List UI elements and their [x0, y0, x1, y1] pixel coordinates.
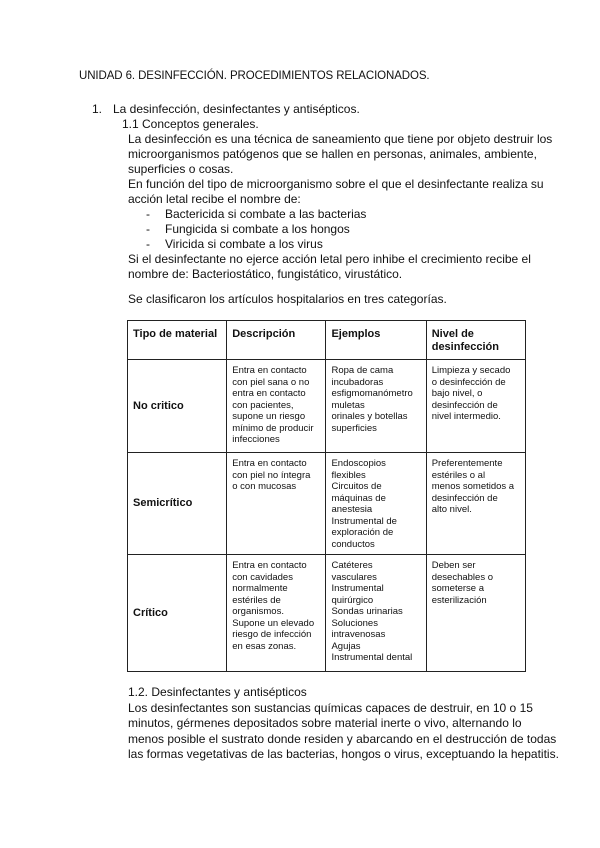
cell-line: Sondas urinarias: [331, 606, 403, 617]
cell-line: en esas zonas.: [232, 640, 297, 652]
cell-line: orinales y botellas: [331, 411, 408, 422]
cell-description: [227, 555, 326, 672]
cell-line: esfigmomanómetro: [331, 388, 413, 399]
table-header-row: [128, 321, 526, 360]
cell-line: menos sometidos a: [431, 481, 515, 492]
cell-line: conductos: [331, 538, 375, 550]
cell-line: esterilización: [431, 594, 487, 606]
cell-level: [426, 555, 525, 672]
cell-line: exploración de: [331, 527, 394, 538]
cell-description: [227, 453, 326, 555]
cell-line: o con mucosas: [232, 481, 297, 492]
cell-line: estériles de: [232, 594, 281, 606]
text-line: Si el desinfectante no ejerce acción letal pero inhibe el crecimiento recibe el: [128, 252, 531, 266]
cell-examples: [326, 555, 426, 672]
cell-line: Entra en contacto: [232, 458, 307, 469]
bullet-dash: -: [146, 237, 150, 251]
cell-line: infecciones: [232, 434, 280, 445]
section-heading: La desinfección, desinfectantes y antisépticos.: [113, 102, 360, 116]
cell-line: desinfección de: [431, 492, 498, 504]
cell-type: Crítico: [128, 555, 227, 672]
text-line: acción letal recibe el nombre de:: [128, 192, 301, 206]
cell-line: Entra en contacto: [232, 560, 307, 571]
cell-line: con cavidades: [232, 571, 293, 583]
cell-line: intravenosas: [331, 629, 386, 640]
bullet-dash: -: [146, 222, 150, 236]
cell-line: desinfección de: [431, 399, 498, 411]
cell-line: vasculares: [331, 571, 377, 583]
cell-line: Ropa de cama: [331, 365, 394, 376]
cell-line: desechables o: [431, 571, 493, 583]
text-line: En función del tipo de microorganismo sobre el que el desinfectante realiza su: [128, 177, 544, 191]
cell-line: máquinas de: [331, 492, 386, 504]
cell-line: Catéteres: [331, 560, 373, 571]
classification-table: [127, 320, 526, 672]
cell-line: entra en contacto: [232, 388, 306, 399]
cell-line: incubadoras: [331, 376, 384, 388]
cell-level: [426, 360, 525, 453]
cell-line: Supone un elevado: [232, 617, 315, 629]
bullet-dash: -: [146, 207, 150, 221]
header-text: Nivel de: [431, 328, 474, 340]
text-line: superficies o cosas.: [128, 162, 234, 176]
text-line: las formas vegetativas de las bacterias, hongos o virus, exceptuando la hepatitis.: [128, 747, 559, 761]
header-level: [426, 321, 525, 360]
table-row: [128, 555, 526, 672]
table-row: [128, 453, 526, 555]
text-line: Los desinfectantes son sustancias químicas capaces de destruir, en 10 o 15: [128, 700, 533, 715]
header-description: [227, 321, 326, 360]
cell-line: Endoscopios: [331, 458, 386, 469]
paragraph-definition: [128, 132, 552, 207]
cell-line: con pacientes,: [232, 399, 294, 411]
cell-examples: [326, 453, 426, 555]
cell-line: Deben ser: [431, 560, 476, 571]
subsection-heading-1-2: 1.2. Desinfectantes y antisépticos: [128, 685, 307, 699]
cell-examples: [326, 360, 426, 453]
cell-description: [227, 360, 326, 453]
header-text: Tipo de material: [133, 328, 218, 340]
cell-line: Circuitos de: [331, 481, 382, 492]
cell-line: alto nivel.: [431, 504, 472, 515]
cell-line: quirúrgico: [331, 594, 374, 606]
bullet-item: Fungicida si combate a los hongos: [165, 222, 350, 236]
text-line: nombre de: Bacteriostático, fungistático, virustático.: [128, 267, 403, 281]
cell-line: con piel no íntegra: [232, 469, 311, 481]
cell-line: riesgo de infección: [232, 629, 312, 640]
text-line: La desinfección es una técnica de saneamiento que tiene por objeto destruir los: [128, 132, 553, 146]
bullet-item: Bactericida si combate a las bacterias: [165, 207, 367, 221]
header-text: Descripción: [232, 328, 296, 340]
cell-line: Instrumental de: [331, 515, 397, 527]
cell-line: Agujas: [331, 640, 361, 652]
cell-line: con piel sana o no: [232, 376, 310, 388]
cell-line: organismos.: [232, 606, 284, 617]
header-text: Ejemplos: [331, 328, 381, 340]
cell-line: bajo nivel, o: [431, 388, 483, 399]
table-row: [128, 360, 526, 453]
cell-line: Entra en contacto: [232, 365, 307, 376]
cell-line: Instrumental: [331, 583, 384, 594]
document-title: UNIDAD 6. DESINFECCIÓN. PROCEDIMIENTOS RELACIONADOS.: [79, 70, 430, 82]
cell-line: estériles o al: [431, 469, 486, 481]
cell-line: normalmente: [232, 583, 288, 594]
cell-line: Instrumental dental: [331, 652, 413, 663]
header-examples: [326, 321, 426, 360]
cell-line: mínimo de producir: [232, 422, 314, 434]
cell-line: flexibles: [331, 469, 366, 481]
subsection-heading-1-1: 1.1 Conceptos generales.: [122, 117, 259, 131]
cell-line: supone un riesgo: [232, 411, 306, 422]
cell-type: No critico: [128, 360, 227, 453]
paragraph-static: [128, 252, 531, 282]
text-line: menos posible el sustrato donde residen y abarcando en el destrucción de todas: [128, 731, 557, 746]
section-number: 1.: [92, 102, 103, 116]
bullet-item: Viricida si combate a los virus: [165, 237, 323, 251]
header-type: [128, 321, 227, 360]
text-line: microorganismos patógenos que se hallen en personas, animales, ambiente,: [128, 147, 537, 161]
cell-line: Preferentemente: [431, 458, 503, 469]
cell-line: muletas: [331, 399, 365, 411]
cell-line: someterse a: [431, 583, 484, 594]
cell-type: Semicrítico: [128, 453, 227, 555]
cell-level: [426, 453, 525, 555]
cell-line: o desinfección de: [431, 376, 506, 388]
cell-line: superficies: [331, 422, 377, 434]
paragraph-classification: Se clasificaron los artículos hospitalarios en tres categorías.: [128, 292, 447, 306]
text-line: minutos, gérmenes depositados sobre material inerte o vivo, alternando lo: [128, 716, 522, 730]
cell-line: anestesia: [331, 504, 373, 515]
cell-line: Limpieza y secado: [431, 365, 511, 376]
cell-line: nivel intermedio.: [431, 411, 501, 422]
cell-line: Soluciones: [331, 617, 378, 629]
subsection-1-2: [128, 685, 559, 763]
header-text: desinfección: [431, 341, 499, 353]
